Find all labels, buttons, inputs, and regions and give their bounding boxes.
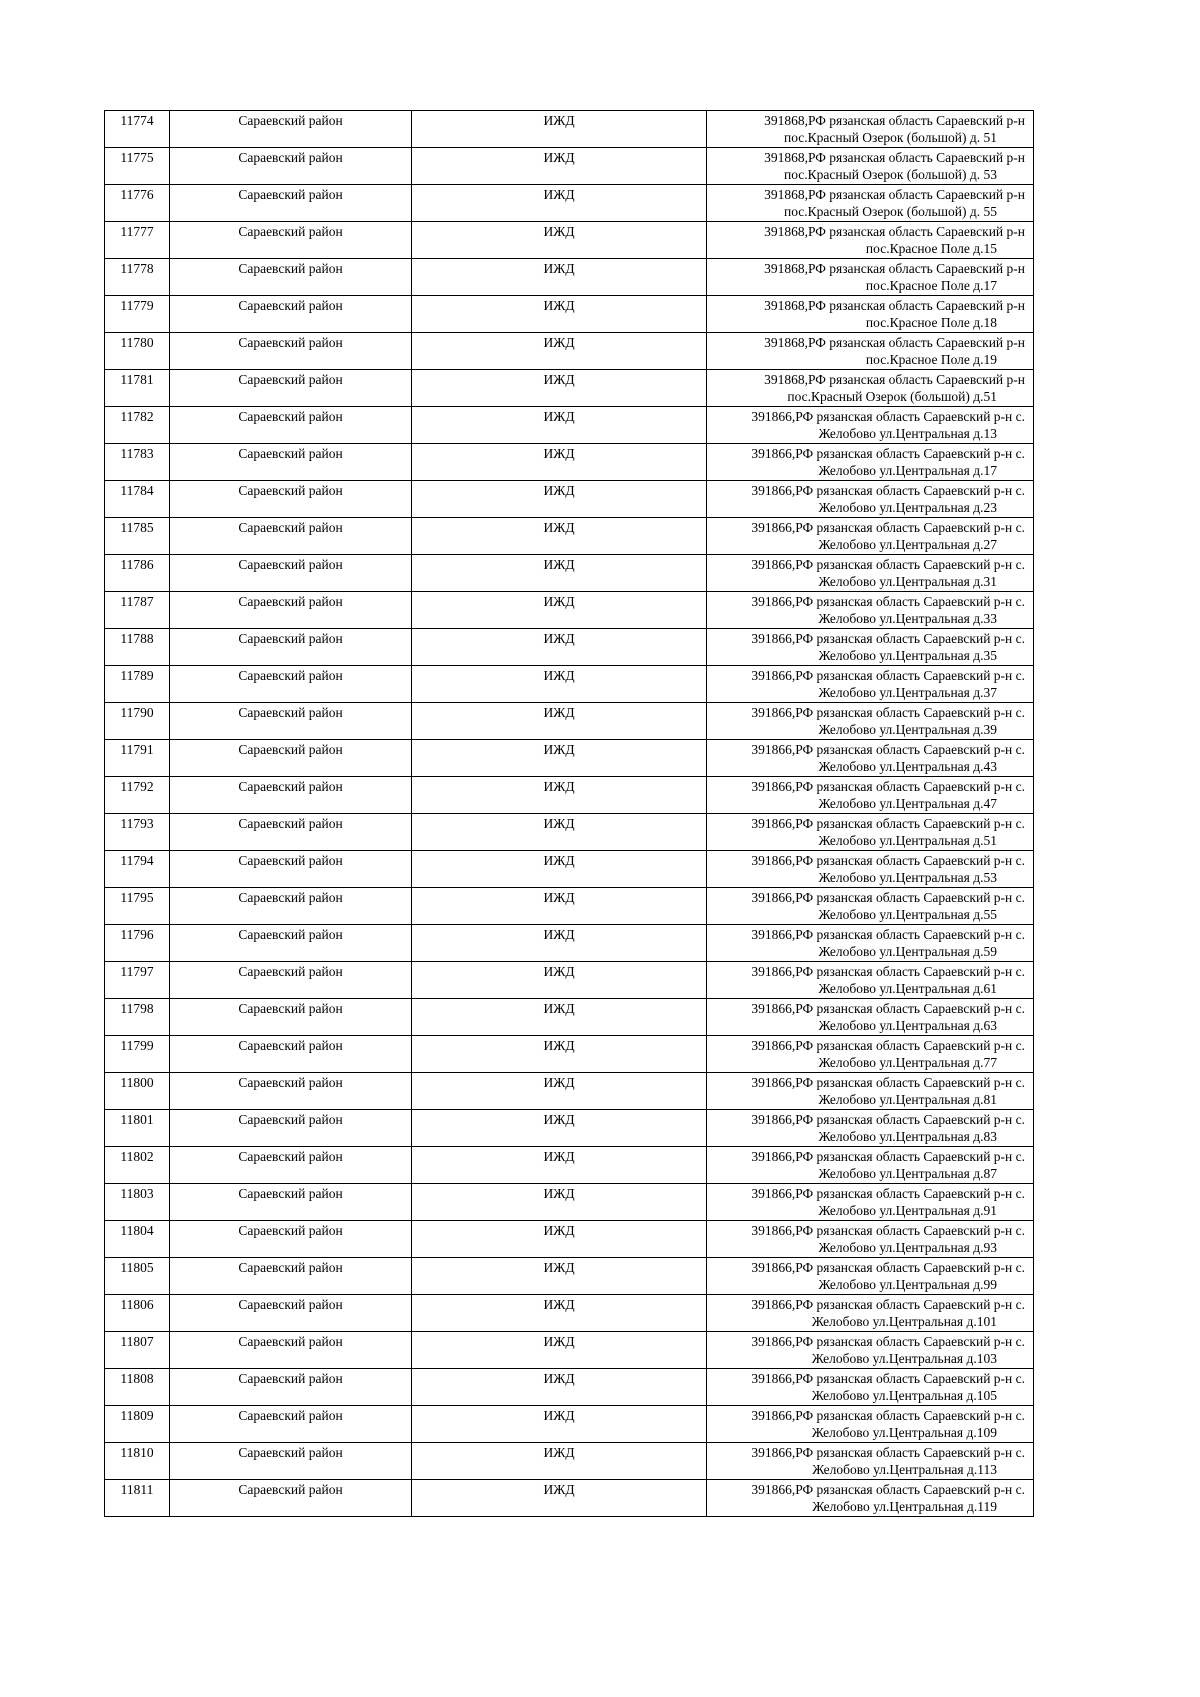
row-number-cell: 11779 [105,296,170,333]
address-line-1: 391866,РФ рязанская область Сараевский р-н с. [751,964,1025,979]
address-line-2: пос.Красный Озерок (большой) д. 55 [783,204,997,219]
district-cell: Сараевский район [170,333,412,370]
table-row [105,1110,1034,1147]
table-row [105,703,1034,740]
address-line-2: пос.Красное Поле д.18 [865,315,997,330]
district-cell: Сараевский район [170,148,412,185]
district-cell: Сараевский район [170,185,412,222]
table-row [105,1480,1034,1517]
address-line-1: 391866,РФ рязанская область Сараевский р-н с. [751,705,1025,720]
row-number-cell: 11810 [105,1443,170,1480]
address-cell [707,999,1034,1036]
building-type-cell: ИЖД [412,851,707,888]
district-cell: Сараевский район [170,962,412,999]
row-number-cell: 11802 [105,1147,170,1184]
row-number-cell: 11808 [105,1369,170,1406]
row-number-cell: 11781 [105,370,170,407]
address-cell [707,1369,1034,1406]
address-cell [707,740,1034,777]
address-line-1: 391866,РФ рязанская область Сараевский р-н с. [751,520,1025,535]
building-type-cell: ИЖД [412,259,707,296]
table-row [105,518,1034,555]
address-line-1: 391866,РФ рязанская область Сараевский р-н с. [751,446,1025,461]
address-cell [707,1073,1034,1110]
district-cell: Сараевский район [170,1258,412,1295]
address-cell [707,962,1034,999]
table-row [105,185,1034,222]
table-row [105,148,1034,185]
row-number-cell: 11791 [105,740,170,777]
district-cell: Сараевский район [170,1406,412,1443]
building-type-cell: ИЖД [412,1295,707,1332]
address-line-2: Желобово ул.Центральная д.61 [818,981,997,996]
row-number-cell: 11783 [105,444,170,481]
address-line-2: Желобово ул.Центральная д.35 [818,648,997,663]
row-number-cell: 11809 [105,1406,170,1443]
address-line-2: Желобово ул.Центральная д.81 [818,1092,997,1107]
row-number-cell: 11787 [105,592,170,629]
address-cell [707,1147,1034,1184]
address-cell [707,703,1034,740]
row-number-cell: 11798 [105,999,170,1036]
address-cell [707,370,1034,407]
address-line-1: 391868,РФ рязанская область Сараевский р-н [764,150,1025,165]
building-type-cell: ИЖД [412,444,707,481]
address-cell [707,407,1034,444]
table-row [105,1369,1034,1406]
address-line-1: 391868,РФ рязанская область Сараевский р-н [764,113,1025,128]
district-cell: Сараевский район [170,1295,412,1332]
address-line-2: Желобово ул.Центральная д.47 [818,796,997,811]
row-number-cell: 11797 [105,962,170,999]
row-number-cell: 11792 [105,777,170,814]
address-cell [707,888,1034,925]
table-row [105,740,1034,777]
table-row [105,1073,1034,1110]
building-type-cell: ИЖД [412,407,707,444]
address-line-1: 391866,РФ рязанская область Сараевский р-н с. [751,927,1025,942]
row-number-cell: 11804 [105,1221,170,1258]
address-line-1: 391866,РФ рязанская область Сараевский р-н с. [751,1075,1025,1090]
address-cell [707,777,1034,814]
address-line-2: Желобово ул.Центральная д.103 [811,1351,997,1366]
table-row [105,259,1034,296]
district-cell: Сараевский район [170,259,412,296]
table-row [105,1443,1034,1480]
address-line-1: 391866,РФ рязанская область Сараевский р-н с. [751,816,1025,831]
address-line-2: Желобово ул.Центральная д.87 [818,1166,997,1181]
address-line-1: 391866,РФ рязанская область Сараевский р-н с. [751,1112,1025,1127]
address-line-2: Желобово ул.Центральная д.33 [818,611,997,626]
address-line-2: Желобово ул.Центральная д.77 [818,1055,997,1070]
address-cell [707,222,1034,259]
address-line-1: 391866,РФ рязанская область Сараевский р-н с. [751,1445,1025,1460]
table-row [105,925,1034,962]
address-line-1: 391868,РФ рязанская область Сараевский р-н [764,372,1025,387]
address-line-1: 391866,РФ рязанская область Сараевский р-н с. [751,1482,1025,1497]
building-type-cell: ИЖД [412,1369,707,1406]
building-type-cell: ИЖД [412,111,707,148]
district-cell: Сараевский район [170,888,412,925]
address-line-2: Желобово ул.Центральная д.99 [818,1277,997,1292]
table-row [105,1221,1034,1258]
building-type-cell: ИЖД [412,1147,707,1184]
table-row [105,888,1034,925]
address-line-2: Желобово ул.Центральная д.43 [818,759,997,774]
building-type-cell: ИЖД [412,518,707,555]
address-line-2: Желобово ул.Центральная д.119 [812,1499,997,1514]
district-cell: Сараевский район [170,1184,412,1221]
building-type-cell: ИЖД [412,185,707,222]
building-type-cell: ИЖД [412,925,707,962]
address-cell [707,925,1034,962]
row-number-cell: 11780 [105,333,170,370]
district-cell: Сараевский район [170,1147,412,1184]
address-cell [707,555,1034,592]
district-cell: Сараевский район [170,518,412,555]
row-number-cell: 11805 [105,1258,170,1295]
row-number-cell: 11794 [105,851,170,888]
table-row [105,222,1034,259]
building-type-cell: ИЖД [412,629,707,666]
address-line-2: Желобово ул.Центральная д.23 [818,500,997,515]
building-type-cell: ИЖД [412,555,707,592]
address-cell [707,333,1034,370]
district-cell: Сараевский район [170,999,412,1036]
address-line-1: 391868,РФ рязанская область Сараевский р-н [764,187,1025,202]
district-cell: Сараевский район [170,925,412,962]
address-line-2: пос.Красный Озерок (большой) д. 53 [783,167,997,182]
building-type-cell: ИЖД [412,1258,707,1295]
table-row [105,1258,1034,1295]
address-cell [707,1480,1034,1517]
address-line-2: Желобово ул.Центральная д.83 [818,1129,997,1144]
row-number-cell: 11776 [105,185,170,222]
building-type-cell: ИЖД [412,296,707,333]
district-cell: Сараевский район [170,370,412,407]
district-cell: Сараевский район [170,1480,412,1517]
address-cell [707,518,1034,555]
address-line-2: Желобово ул.Центральная д.113 [812,1462,997,1477]
table-row [105,1332,1034,1369]
district-cell: Сараевский район [170,740,412,777]
district-cell: Сараевский район [170,111,412,148]
row-number-cell: 11784 [105,481,170,518]
address-line-2: Желобово ул.Центральная д.91 [818,1203,997,1218]
address-cell [707,1036,1034,1073]
building-type-cell: ИЖД [412,1110,707,1147]
district-cell: Сараевский район [170,1110,412,1147]
address-line-2: пос.Красный Озерок (большой) д. 51 [783,130,997,145]
row-number-cell: 11800 [105,1073,170,1110]
address-line-1: 391866,РФ рязанская область Сараевский р-н с. [751,594,1025,609]
building-type-cell: ИЖД [412,1036,707,1073]
address-line-2: Желобово ул.Центральная д.109 [811,1425,997,1440]
address-line-2: Желобово ул.Центральная д.37 [818,685,997,700]
address-cell [707,629,1034,666]
building-type-cell: ИЖД [412,592,707,629]
address-line-2: Желобово ул.Центральная д.53 [818,870,997,885]
address-line-2: Желобово ул.Центральная д.93 [818,1240,997,1255]
table-row [105,1036,1034,1073]
district-cell: Сараевский район [170,555,412,592]
address-cell [707,1295,1034,1332]
address-line-1: 391866,РФ рязанская область Сараевский р-н с. [751,742,1025,757]
address-cell [707,666,1034,703]
building-type-cell: ИЖД [412,1073,707,1110]
district-cell: Сараевский район [170,407,412,444]
address-line-1: 391866,РФ рязанская область Сараевский р-н с. [751,1186,1025,1201]
district-cell: Сараевский район [170,703,412,740]
address-line-1: 391866,РФ рязанская область Сараевский р-н с. [751,890,1025,905]
table-row [105,1406,1034,1443]
address-line-2: Желобово ул.Центральная д.39 [818,722,997,737]
table-row [105,407,1034,444]
address-line-2: Желобово ул.Центральная д.59 [818,944,997,959]
building-type-cell: ИЖД [412,1184,707,1221]
district-cell: Сараевский район [170,1036,412,1073]
building-type-cell: ИЖД [412,1480,707,1517]
table-row [105,1295,1034,1332]
address-cell [707,111,1034,148]
table-row [105,962,1034,999]
row-number-cell: 11789 [105,666,170,703]
row-number-cell: 11786 [105,555,170,592]
address-line-1: 391866,РФ рязанская область Сараевский р-н с. [751,853,1025,868]
address-cell [707,148,1034,185]
address-cell [707,814,1034,851]
address-cell [707,1332,1034,1369]
district-cell: Сараевский район [170,1369,412,1406]
row-number-cell: 11774 [105,111,170,148]
building-type-cell: ИЖД [412,740,707,777]
district-cell: Сараевский район [170,481,412,518]
table-row [105,555,1034,592]
table-row [105,370,1034,407]
address-cell [707,1443,1034,1480]
building-type-cell: ИЖД [412,1332,707,1369]
building-type-cell: ИЖД [412,999,707,1036]
building-type-cell: ИЖД [412,222,707,259]
district-cell: Сараевский район [170,1443,412,1480]
row-number-cell: 11788 [105,629,170,666]
table-row [105,629,1034,666]
row-number-cell: 11801 [105,1110,170,1147]
address-line-1: 391866,РФ рязанская область Сараевский р-н с. [751,1001,1025,1016]
address-line-1: 391868,РФ рязанская область Сараевский р-н [764,298,1025,313]
address-line-2: Желобово ул.Центральная д.13 [818,426,997,441]
district-cell: Сараевский район [170,222,412,259]
address-line-1: 391866,РФ рязанская область Сараевский р-н с. [751,1334,1025,1349]
address-line-2: Желобово ул.Центральная д.51 [818,833,997,848]
district-cell: Сараевский район [170,851,412,888]
table-row [105,777,1034,814]
district-cell: Сараевский район [170,444,412,481]
address-line-2: Желобово ул.Центральная д.63 [818,1018,997,1033]
address-line-1: 391866,РФ рязанская область Сараевский р-н с. [751,631,1025,646]
table-row [105,481,1034,518]
building-type-cell: ИЖД [412,370,707,407]
table-row [105,333,1034,370]
row-number-cell: 11785 [105,518,170,555]
row-number-cell: 11799 [105,1036,170,1073]
row-number-cell: 11790 [105,703,170,740]
district-cell: Сараевский район [170,1332,412,1369]
district-cell: Сараевский район [170,1221,412,1258]
property-table [104,110,1034,1517]
address-line-2: пос.Красное Поле д.17 [865,278,997,293]
address-line-1: 391866,РФ рязанская область Сараевский р-н с. [751,483,1025,498]
building-type-cell: ИЖД [412,777,707,814]
district-cell: Сараевский район [170,592,412,629]
table-row [105,1184,1034,1221]
row-number-cell: 11777 [105,222,170,259]
address-line-1: 391866,РФ рязанская область Сараевский р-н с. [751,1297,1025,1312]
row-number-cell: 11793 [105,814,170,851]
address-line-1: 391866,РФ рязанская область Сараевский р-н с. [751,1371,1025,1386]
address-line-2: Желобово ул.Центральная д.105 [811,1388,997,1403]
table-row [105,1147,1034,1184]
address-cell [707,1110,1034,1147]
row-number-cell: 11795 [105,888,170,925]
row-number-cell: 11796 [105,925,170,962]
address-cell [707,592,1034,629]
district-cell: Сараевский район [170,814,412,851]
address-cell [707,1258,1034,1295]
address-line-1: 391868,РФ рязанская область Сараевский р-н [764,335,1025,350]
district-cell: Сараевский район [170,296,412,333]
table-row [105,851,1034,888]
property-table-body [105,111,1034,1517]
address-line-1: 391866,РФ рязанская область Сараевский р-н с. [751,557,1025,572]
address-line-2: Желобово ул.Центральная д.31 [818,574,997,589]
address-line-2: пос.Красное Поле д.15 [865,241,997,256]
address-line-2: Желобово ул.Центральная д.101 [811,1314,997,1329]
row-number-cell: 11782 [105,407,170,444]
district-cell: Сараевский район [170,1073,412,1110]
building-type-cell: ИЖД [412,1221,707,1258]
table-row [105,111,1034,148]
district-cell: Сараевский район [170,666,412,703]
address-cell [707,1406,1034,1443]
address-line-2: Желобово ул.Центральная д.55 [818,907,997,922]
district-cell: Сараевский район [170,629,412,666]
address-cell [707,851,1034,888]
building-type-cell: ИЖД [412,481,707,518]
address-line-2: пос.Красный Озерок (большой) д.51 [787,389,997,404]
building-type-cell: ИЖД [412,888,707,925]
address-line-1: 391868,РФ рязанская область Сараевский р-н [764,224,1025,239]
address-line-1: 391866,РФ рязанская область Сараевский р-н с. [751,1149,1025,1164]
building-type-cell: ИЖД [412,962,707,999]
table-row [105,592,1034,629]
building-type-cell: ИЖД [412,703,707,740]
building-type-cell: ИЖД [412,148,707,185]
row-number-cell: 11807 [105,1332,170,1369]
building-type-cell: ИЖД [412,1406,707,1443]
row-number-cell: 11811 [105,1480,170,1517]
row-number-cell: 11803 [105,1184,170,1221]
address-line-2: Желобово ул.Центральная д.17 [818,463,997,478]
address-line-1: 391866,РФ рязанская область Сараевский р-н с. [751,668,1025,683]
district-cell: Сараевский район [170,777,412,814]
row-number-cell: 11806 [105,1295,170,1332]
address-line-1: 391866,РФ рязанская область Сараевский р-н с. [751,409,1025,424]
building-type-cell: ИЖД [412,666,707,703]
address-cell [707,1184,1034,1221]
address-cell [707,481,1034,518]
address-cell [707,185,1034,222]
row-number-cell: 11775 [105,148,170,185]
address-cell [707,296,1034,333]
address-line-2: пос.Красное Поле д.19 [865,352,997,367]
row-number-cell: 11778 [105,259,170,296]
building-type-cell: ИЖД [412,333,707,370]
address-line-1: 391866,РФ рязанская область Сараевский р-н с. [751,1260,1025,1275]
address-cell [707,1221,1034,1258]
address-line-1: 391866,РФ рязанская область Сараевский р-н с. [751,1408,1025,1423]
table-row [105,444,1034,481]
address-line-1: 391866,РФ рязанская область Сараевский р-н с. [751,779,1025,794]
address-line-1: 391866,РФ рязанская область Сараевский р-н с. [751,1223,1025,1238]
building-type-cell: ИЖД [412,1443,707,1480]
table-row [105,296,1034,333]
building-type-cell: ИЖД [412,814,707,851]
table-row [105,999,1034,1036]
address-cell [707,259,1034,296]
table-row [105,814,1034,851]
table-row [105,666,1034,703]
address-line-1: 391868,РФ рязанская область Сараевский р-н [764,261,1025,276]
address-line-1: 391866,РФ рязанская область Сараевский р-н с. [751,1038,1025,1053]
address-line-2: Желобово ул.Центральная д.27 [818,537,997,552]
address-cell [707,444,1034,481]
